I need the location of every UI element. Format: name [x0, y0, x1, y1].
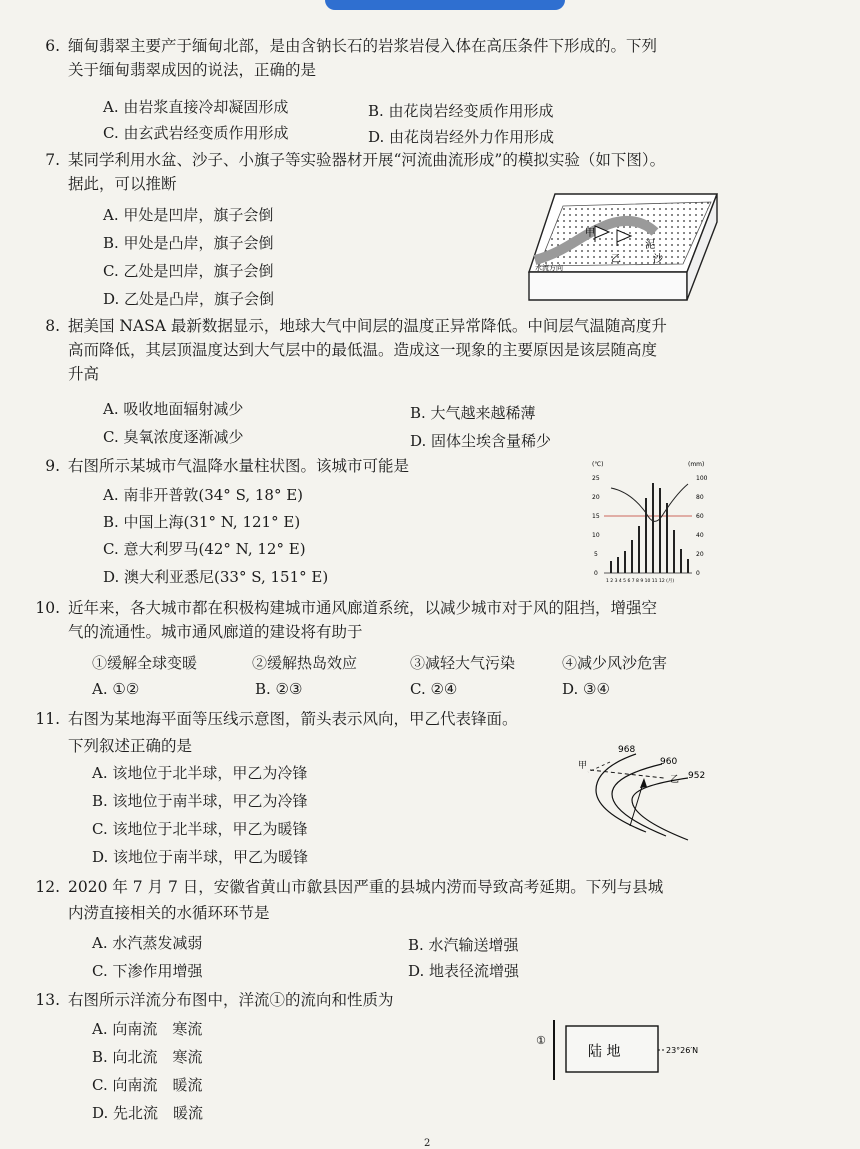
option-b[interactable]: B. 由花岗岩经变质作用形成: [368, 102, 554, 120]
left-tick: 5: [594, 551, 598, 558]
option-d[interactable]: D. 由花岗岩经外力作用形成: [368, 128, 555, 146]
label-sand-1: 泥: [645, 240, 655, 251]
isobar-label: 952: [688, 771, 706, 781]
question-number: 12.: [35, 878, 60, 896]
option-c[interactable]: C. 由玄武岩经变质作用形成: [103, 124, 289, 142]
option-b[interactable]: B. 水汽输送增强: [408, 936, 519, 954]
option-c[interactable]: C. 臭氧浓度逐渐减少: [103, 428, 244, 446]
option-d[interactable]: D. 固体尘埃含量稀少: [410, 432, 552, 450]
label-yi: 乙: [670, 775, 680, 785]
question-number: 7.: [45, 151, 60, 169]
question-stem: 某同学利用水盆、沙子、小旗子等实验器材开展“河流曲流形成”的模拟实验（如下图）。 据此，可以推断: [68, 151, 666, 193]
meander-experiment-figure: [525, 188, 725, 306]
option-d[interactable]: D. 先北流 暖流: [92, 1104, 204, 1122]
left-ticks: [592, 475, 600, 577]
front-line: [590, 770, 664, 778]
right-tick: 60: [696, 513, 704, 520]
month-labels: 1 2 3 4 5 6 7 8 9 10 11 12 (月): [606, 579, 675, 584]
isobar-figure: [578, 742, 718, 842]
latitude-label: 23°26′N: [666, 1046, 699, 1055]
question-number: 9.: [45, 457, 60, 475]
option-a[interactable]: A. 该地位于北半球，甲乙为冷锋: [92, 764, 308, 782]
ocean-current-figure: [530, 1016, 720, 1082]
left-tick: 20: [592, 494, 600, 501]
current-label: ①: [536, 1034, 546, 1047]
option-c[interactable]: C. 向南流 暖流: [92, 1076, 203, 1094]
right-ticks: [696, 475, 708, 577]
option-a[interactable]: A. 吸收地面辐射减少: [103, 400, 244, 418]
option-a[interactable]: A. 南非开普敦(34° S, 18° E): [103, 486, 304, 504]
option-d[interactable]: D. 乙处是凸岸，旗子会倒: [103, 290, 275, 308]
statement-2: ②缓解热岛效应: [252, 654, 358, 672]
statement-1: ①缓解全球变暖: [92, 654, 198, 672]
question-stem: 缅甸翡翠主要产于缅甸北部，是由含钠长石的岩浆岩侵入体在高压条件下形成的。下列 关于缅甸翡翠成因的说法，正确的是: [68, 37, 658, 79]
isobar-label: 968: [618, 745, 636, 755]
left-tick: 0: [594, 570, 598, 577]
label-jia: 甲: [578, 761, 588, 771]
option-d[interactable]: D. ③④: [562, 680, 610, 698]
question-stem: 近年来，各大城市都在积极构建城市通风廊道系统，以减少城市对于风的阻挡，增强空 气的流通性。城市通风廊道的建设将有助于: [68, 599, 658, 641]
option-b[interactable]: B. ②③: [255, 680, 303, 698]
option-a[interactable]: A. 甲处是凹岸，旗子会倒: [103, 206, 274, 224]
option-b[interactable]: B. 大气越来越稀薄: [410, 404, 536, 422]
option-a[interactable]: A. 水汽蒸发减弱: [92, 934, 203, 952]
option-d[interactable]: D. 澳大利亚悉尼(33° S, 151° E): [103, 568, 329, 586]
option-c[interactable]: C. 意大利罗马(42° N, 12° E): [103, 540, 306, 558]
label-yi: 乙: [611, 254, 621, 265]
option-b[interactable]: B. 向北流 寒流: [92, 1048, 203, 1066]
option-d[interactable]: D. 地表径流增强: [408, 962, 520, 980]
question-stem: 据美国 NASA 最新数据显示，地球大气中间层的温度正异常降低。中间层气温随高度升 高而降低，其层顶温度达到大气层中的最低温。造成这一现象的主要原因是该层随高度 升高: [68, 317, 667, 383]
option-c[interactable]: C. 乙处是凹岸，旗子会倒: [103, 262, 274, 280]
right-tick: 80: [696, 494, 704, 501]
option-a[interactable]: A. 由岩浆直接冷却凝固形成: [103, 98, 289, 116]
left-tick: 10: [592, 532, 600, 539]
option-c[interactable]: C. 下渗作用增强: [92, 962, 203, 980]
statement-4: ④减少风沙危害: [562, 654, 668, 672]
option-c[interactable]: C. 该地位于北半球，甲乙为暖锋: [92, 820, 308, 838]
question-number: 8.: [45, 317, 60, 335]
question-stem: 右图为某地海平面等压线示意图，箭头表示风向，甲乙代表锋面。 下列叙述正确的是: [68, 710, 518, 755]
option-a[interactable]: A. 向南流 寒流: [92, 1020, 203, 1038]
right-tick: 0: [696, 570, 700, 577]
right-unit: (mm): [688, 461, 705, 468]
option-b[interactable]: B. 中国上海(31° N, 121° E): [103, 513, 301, 531]
question-stem: 右图所示洋流分布图中，洋流①的流向和性质为: [68, 991, 394, 1009]
isobar-label: 960: [660, 757, 678, 767]
label-sand-2: 沙: [653, 254, 663, 265]
question-number: 6.: [45, 37, 60, 55]
statement-3: ③减轻大气污染: [410, 654, 516, 672]
left-tick: 15: [592, 513, 600, 520]
label-jia: 甲: [585, 228, 595, 239]
option-d[interactable]: D. 该地位于南半球，甲乙为暖锋: [92, 848, 309, 866]
page-number: 2: [424, 1138, 431, 1149]
right-tick: 40: [696, 532, 704, 539]
question-stem: 2020 年 7 月 7 日，安徽省黄山市歙县因严重的县城内涝而导致高考延期。下列与县城 内涝直接相关的水循环环节是: [68, 878, 664, 922]
land-label: 陆 地: [588, 1044, 621, 1060]
header-band: [325, 0, 565, 10]
question-number: 13.: [35, 991, 60, 1009]
label-water-direction: 水流方向: [535, 264, 563, 272]
question-number: 10.: [35, 599, 60, 617]
right-tick: 100: [696, 475, 708, 482]
left-tick: 25: [592, 475, 600, 482]
question-stem: 右图所示某城市气温降水量柱状图。该城市可能是: [68, 457, 410, 475]
question-number: 11.: [35, 710, 60, 728]
climate-chart: [588, 458, 718, 588]
right-tick: 20: [696, 551, 704, 558]
isobar-line: [596, 754, 646, 832]
option-a[interactable]: A. ①②: [92, 680, 140, 698]
option-c[interactable]: C. ②④: [410, 680, 458, 698]
left-unit: (℃): [592, 461, 604, 468]
option-b[interactable]: B. 甲处是凸岸，旗子会倒: [103, 234, 274, 252]
option-b[interactable]: B. 该地位于南半球，甲乙为冷锋: [92, 792, 308, 810]
